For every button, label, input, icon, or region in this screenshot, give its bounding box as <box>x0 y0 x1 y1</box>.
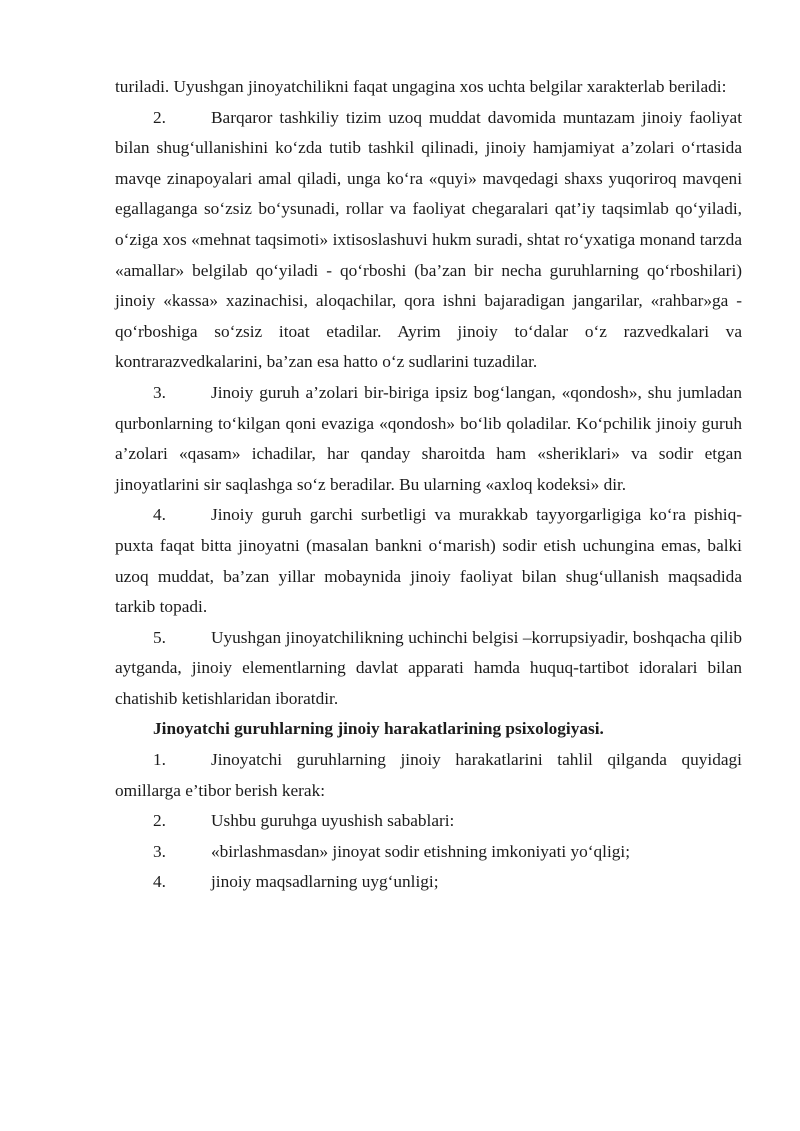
list-text: Jinoyatchi guruhlarning jinoiy harakatlarini tahlil qilganda quyidagi omillarga e’tibor berish kerak: <box>115 750 742 800</box>
list-item-5 <box>115 623 742 715</box>
list-text: Barqaror tashkiliy tizim uzoq muddat davomida muntazam jinoiy faoliyat bilan shug‘ullanishini ko‘zda tutib tashkil qilinadi, jinoiy hamjamiyat a’zolari o‘rtasida mavqe zinapoyalari amal qiladi, unga ko‘ra «quyi» mavqedagi shaxs yuqoriroq mavqeni egallaganga so‘zsiz bo‘ysunadi, rollar va faoliyat chegaralari qat’iy taqsimlab qo‘yiladi, o‘ziga xos «mehnat taqsimoti» ixtisoslashuvi hukm suradi, shtat ro‘yxatiga monand tarzda «amallar» belgilab qo‘yiladi - qo‘rboshi (ba’zan bir necha guruhlarning qo‘rboshilari) jinoiy «kassa» xazinachisi, aloqachilar, qora ishni bajaradigan jangarilar, «rahbar»ga - qo‘rboshiga so‘zsiz itoat etadilar. Ayrim jinoiy to‘dalar o‘z razvedkalari va kontrarazvedkalarini, ba’zan esa hatto o‘z sudlarini tuzadilar. <box>115 107 742 372</box>
list-number: 4. <box>153 872 166 892</box>
list-text: jinoiy maqsadlarning uyg‘unligi; <box>211 872 439 892</box>
list-number: 3. <box>153 841 166 861</box>
section-heading: Jinoyatchi guruhlarning jinoiy harakatlarining psixologiyasi. <box>153 719 604 739</box>
list-number: 1. <box>153 750 166 770</box>
list-text: «birlashmasdan» jinoyat sodir etishning imkoniyati yo‘qligi; <box>211 841 631 861</box>
list-item-4 <box>115 500 742 622</box>
list-text: Uyushgan jinoyatchilikning uchinchi belgisi –korrupsiyadir, boshqacha qilib aytganda, jinoiy elementlarning davlat apparati hamda huquq-tartibot idoralari bilan chatishib ketishlaridan iboratdir. <box>115 627 742 708</box>
list-number: 3. <box>153 382 166 402</box>
list-text: Jinoiy guruh garchi surbetligi va murakkab tayyorgarligiga ko‘ra pishiq-puxta faqat bitta jinoyatni (masalan bankni o‘marish) sodir etish uchungina emas, balki uzoq muddat, ba’zan yillar mobaynida jinoiy faoliyat bilan shug‘ullanish maqsadida tarkib topadi. <box>115 505 742 617</box>
list-item-2 <box>115 103 742 378</box>
list-item-3b <box>115 837 742 868</box>
list-number: 4. <box>153 505 166 525</box>
list-item-1 <box>115 745 742 806</box>
intro-paragraph: turiladi. Uyushgan jinoyatchilikni faqat ungagina xos uchta belgilar xarakterlab beriladi: <box>115 77 727 96</box>
list-number: 2. <box>153 811 166 831</box>
list-text: Jinoiy guruh a’zolari bir-biriga ipsiz bog‘langan, «qondosh», shu jumladan qurbonlarning to‘kilgan qoni evaziga «qondosh» bo‘lib qoladilar. Ko‘pchilik jinoiy guruh a’zolari «qasam» ichadilar, har qanday sharoitda ham «sheriklari» va sodir etgan jinoyatlarini sir saqlashga so‘z beradilar. Bu ularning «axloq kodeksi» dir. <box>115 382 742 494</box>
list-item-3 <box>115 378 742 500</box>
list-item-4b <box>115 867 742 898</box>
list-number: 5. <box>153 627 166 647</box>
list-text: Ushbu guruhga uyushish sabablari: <box>211 811 455 831</box>
list-item-2b <box>115 806 742 837</box>
document-page <box>115 72 742 898</box>
list-number: 2. <box>153 107 166 127</box>
